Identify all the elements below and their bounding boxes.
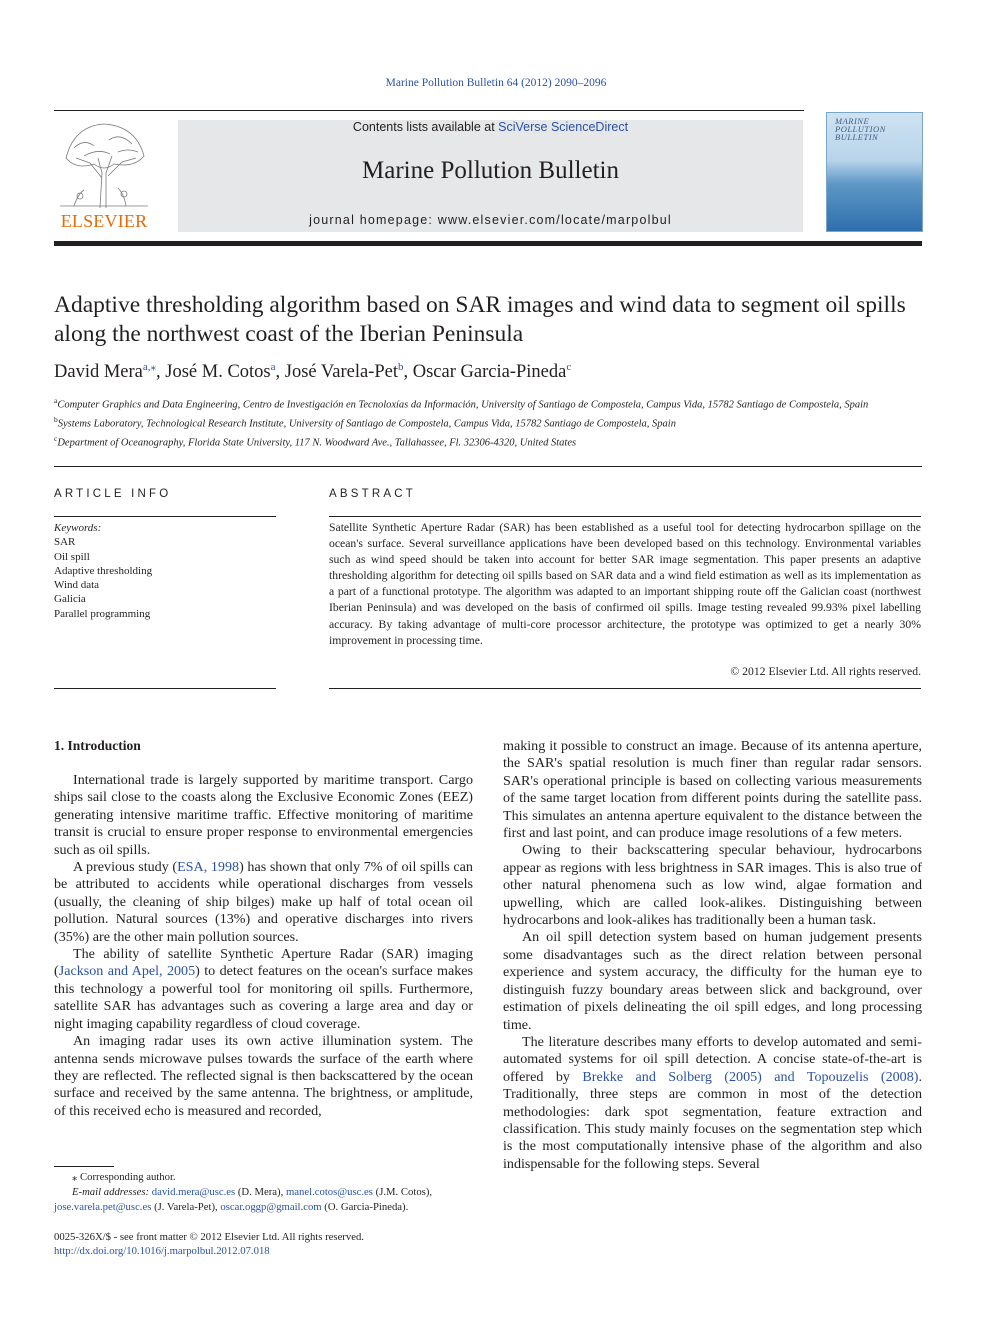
section-heading-introduction: 1. Introduction bbox=[54, 738, 141, 753]
affiliation-item bbox=[54, 432, 922, 451]
author-name: Oscar Garcia-Pineda bbox=[412, 362, 567, 383]
contents-prefix: Contents lists available at bbox=[352, 120, 499, 134]
affiliation-item bbox=[54, 394, 922, 413]
elsevier-wordmark: ELSEVIER bbox=[60, 211, 148, 231]
affiliations bbox=[54, 394, 922, 450]
journal-homepage[interactable]: journal homepage: www.elsevier.com/locate/marpolbul bbox=[309, 213, 672, 227]
citation-link[interactable]: Brekke and Solberg (2005) and Topouzelis (2008) bbox=[582, 1068, 919, 1085]
affiliation-text: Systems Laboratory, Technological Research Institute, University of Santiago de Compostela, Campus Vida, 15782 Santiago de Compostela, Spain bbox=[57, 418, 676, 430]
paragraph: An oil spill detection system based on human judgement presents some disadvantages such as the direct relation between personal experience and system accuracy, the difficulty for the human eye to distinguish fuzzy boundary areas between slick and background, over estimation of pixels delineating the oil spill edges, and long processing time. bbox=[503, 929, 922, 1033]
paragraph-text: The ability of satellite Synthetic Aperture Radar (SAR) imaging ( bbox=[54, 946, 473, 980]
author-name: David Mera bbox=[54, 362, 143, 383]
contents-line bbox=[178, 120, 803, 134]
author-affiliation-marker[interactable]: b bbox=[397, 361, 404, 373]
body-column-left bbox=[54, 772, 473, 1120]
paragraph bbox=[54, 946, 473, 1033]
elsevier-tree-icon bbox=[54, 118, 154, 210]
author-list bbox=[54, 360, 934, 383]
issn-line: 0025-326X/$ - see front matter © 2012 Elsevier Ltd. All rights reserved. bbox=[54, 1231, 364, 1243]
paragraph-text: The literature describes many efforts to develop automated and semi-automated systems for oil spill detection. A concise state-of-the-art is offered by bbox=[503, 1033, 922, 1085]
email-owner: (O. Garcia-Pineda). bbox=[321, 1201, 409, 1213]
keyword: Galicia bbox=[54, 593, 86, 606]
author-affiliation-marker[interactable]: c bbox=[566, 361, 572, 373]
affiliation-text: Department of Oceanography, Florida State University, 117 N. Woodward Ave., Tallahassee, Fl. 32306-4320, United States bbox=[57, 437, 577, 449]
paragraph: Owing to their backscattering specular behaviour, hydrocarbons appear as regions with less brightness in SAR images. This is also true of other natural phenomena such as low wind, algae formation and upwelling, which are called look-alikes. Distinguishing between hydrocarbons and look-alikes has traditionally been a human task. bbox=[503, 842, 922, 929]
paragraph-text: A previous study ( bbox=[73, 859, 178, 876]
header-top-rule bbox=[54, 110, 804, 111]
paragraph: making it possible to construct an image. Because of its antenna aperture, the SAR's spatial resolution is much finer than regular radar sensors. SAR's operational principle is based on collecting various measurements of the same target location from different points during the satellite pass. This simulates an antenna aperture equivalent to the distance between the first and last point, and can produce image resolutions of a few meters. bbox=[503, 738, 922, 842]
keyword: Oil spill bbox=[54, 550, 90, 563]
abstract-copyright: © 2012 Elsevier Ltd. All rights reserved. bbox=[730, 665, 921, 678]
keywords-block bbox=[54, 521, 276, 621]
author-name: José Varela-Pet bbox=[284, 362, 398, 383]
doi-link[interactable]: http://dx.doi.org/10.1016/j.marpolbul.2012.07.018 bbox=[54, 1245, 270, 1257]
footnote-rule bbox=[54, 1166, 114, 1167]
header-thick-rule bbox=[54, 241, 922, 246]
email-link[interactable]: oscar.oggp@gmail.com bbox=[220, 1201, 322, 1213]
abstract-text: Satellite Synthetic Aperture Radar (SAR) has been established as a useful tool for detecting hydrocarbon spillage on the ocean's surface. Several surveillance applications have been developed based on this technology. Environmental variables such as wind speed should be taken into account for better SAR image segmentation. This paper presents an adaptive thresholding algorithm for detecting oil spills based on SAR data and a wind field estimation as well as its implementation as a part of a functional prototype. The algorithm was adapted to an important shipping route off the Galician coast (northwest Iberian Peninsula) and was developed on the basis of confirmed oil spills. Image testing revealed 99.93% pixel labelling accuracy. By taking advantage of multi-core processor architecture, the prototype was optimized to get a nearly 30% improvement in processing time. bbox=[329, 521, 921, 647]
paragraph-text: ) has shown that only 7% of oil spills can be attributed to accidents while operational discharges from vessels (usually, the cleaning of ship bilges) make up half of total ocean oil pollution. Natural sources (13%) and operative discharges into rivers (35%) are the other main pollution sources. bbox=[54, 859, 473, 945]
paragraph: An imaging radar uses its own active illumination system. The antenna sends microwave pulses towards the surface of the earth where they are reflected. The reflected signal is then backscattered by the ocean surface and received by the same antenna. The brightness, or amplitude, of this received echo is measured and recorded, bbox=[54, 1033, 473, 1119]
author-separator: , bbox=[156, 362, 166, 383]
author-affiliation-marker[interactable]: a,⁎ bbox=[142, 361, 157, 373]
email-link[interactable]: manel.cotos@usc.es bbox=[285, 1186, 373, 1198]
abstract-rule bbox=[329, 516, 921, 517]
author-name: José M. Cotos bbox=[165, 362, 271, 383]
affiliation-marker: a bbox=[54, 396, 58, 405]
journal-name: Marine Pollution Bulletin bbox=[362, 157, 619, 184]
affiliation-text: Computer Graphics and Data Engineering, Centro de Investigación en Tecnoloxías da Información, University of Santiago de Compostela, Campus Vida, 15782 Santiago de Compostela, Spain bbox=[57, 399, 869, 411]
paragraph-text: . Traditionally, three steps are common in most of the detection methodologies: dark spot segmentation, feature extraction and classification. This study mainly focuses on the segmentation step which is the most computationally intensive phase of the algorithm and also indispensable for the following steps. Several bbox=[503, 1068, 922, 1172]
email-link[interactable]: jose.varela.pet@usc.es bbox=[54, 1201, 152, 1213]
email-owner: (J. Varela-Pet), bbox=[151, 1201, 221, 1213]
citation-link[interactable]: Jackson and Apel, 2005 bbox=[58, 963, 196, 980]
email-link[interactable]: david.mera@usc.es bbox=[151, 1186, 236, 1198]
email-line bbox=[54, 1185, 474, 1200]
keyword: Wind data bbox=[54, 579, 100, 592]
affiliation-marker: c bbox=[54, 433, 58, 443]
keyword: Adaptive thresholding bbox=[54, 564, 153, 577]
email-line bbox=[54, 1200, 474, 1215]
author-separator: , bbox=[275, 362, 285, 383]
body-column-right bbox=[503, 738, 922, 1173]
article-info-rule bbox=[54, 516, 276, 517]
paragraph: International trade is largely supported by maritime transport. Cargo ships sail close to the coasts along the Exclusive Economic Zones (EEZ) generating intensive maritime traffic. Effective monitoring of maritime transit is crucial to ensure proper response to environmental emergencies such as oil spills. bbox=[54, 772, 473, 858]
paragraph bbox=[54, 859, 473, 946]
issn-block bbox=[54, 1230, 474, 1258]
article-info-bottom-rule bbox=[54, 688, 276, 689]
keyword: Parallel programming bbox=[54, 607, 151, 620]
affiliation-marker: b bbox=[54, 414, 58, 424]
affiliation-item bbox=[54, 413, 922, 432]
corresponding-author-note: ⁎ Corresponding author. bbox=[72, 1171, 176, 1183]
citation-link[interactable]: ESA, 1998 bbox=[177, 859, 240, 876]
paragraph bbox=[503, 1034, 922, 1173]
email-owner: (D. Mera), bbox=[235, 1186, 286, 1198]
journal-citation[interactable]: Marine Pollution Bulletin 64 (2012) 2090–2096 bbox=[385, 77, 607, 89]
email-label: E-mail addresses: bbox=[72, 1186, 152, 1198]
email-owner: (J.M. Cotos), bbox=[372, 1186, 433, 1198]
abstract-heading: ABSTRACT bbox=[329, 488, 416, 500]
elsevier-logo bbox=[54, 118, 154, 232]
abstract-bottom-rule bbox=[329, 688, 921, 689]
sciencedirect-link[interactable]: SciVerse ScienceDirect bbox=[498, 120, 629, 134]
affiliation-rule bbox=[54, 466, 922, 467]
cover-title: MARINE POLLUTION BULLETIN bbox=[835, 116, 886, 142]
journal-cover-thumbnail[interactable] bbox=[826, 112, 923, 232]
author-affiliation-marker[interactable]: a bbox=[270, 361, 276, 373]
article-title: Adaptive thresholding algorithm based on SAR images and wind data to segment oil spills along the northwest coast of the Iberian Peninsula bbox=[54, 292, 906, 347]
article-info-heading: ARTICLE INFO bbox=[54, 488, 172, 500]
keyword: SAR bbox=[54, 536, 76, 549]
footnotes bbox=[54, 1170, 474, 1215]
keywords-label: Keywords: bbox=[54, 522, 102, 534]
author-separator: , bbox=[403, 362, 413, 383]
paragraph-text: ) to detect features on the ocean's surface makes this technology a powerful tool for monitoring oil spills. Furthermore, satellite SAR has advantages such as covering a large area and day or night imaging capability regardless of cloud coverage. bbox=[54, 963, 473, 1032]
